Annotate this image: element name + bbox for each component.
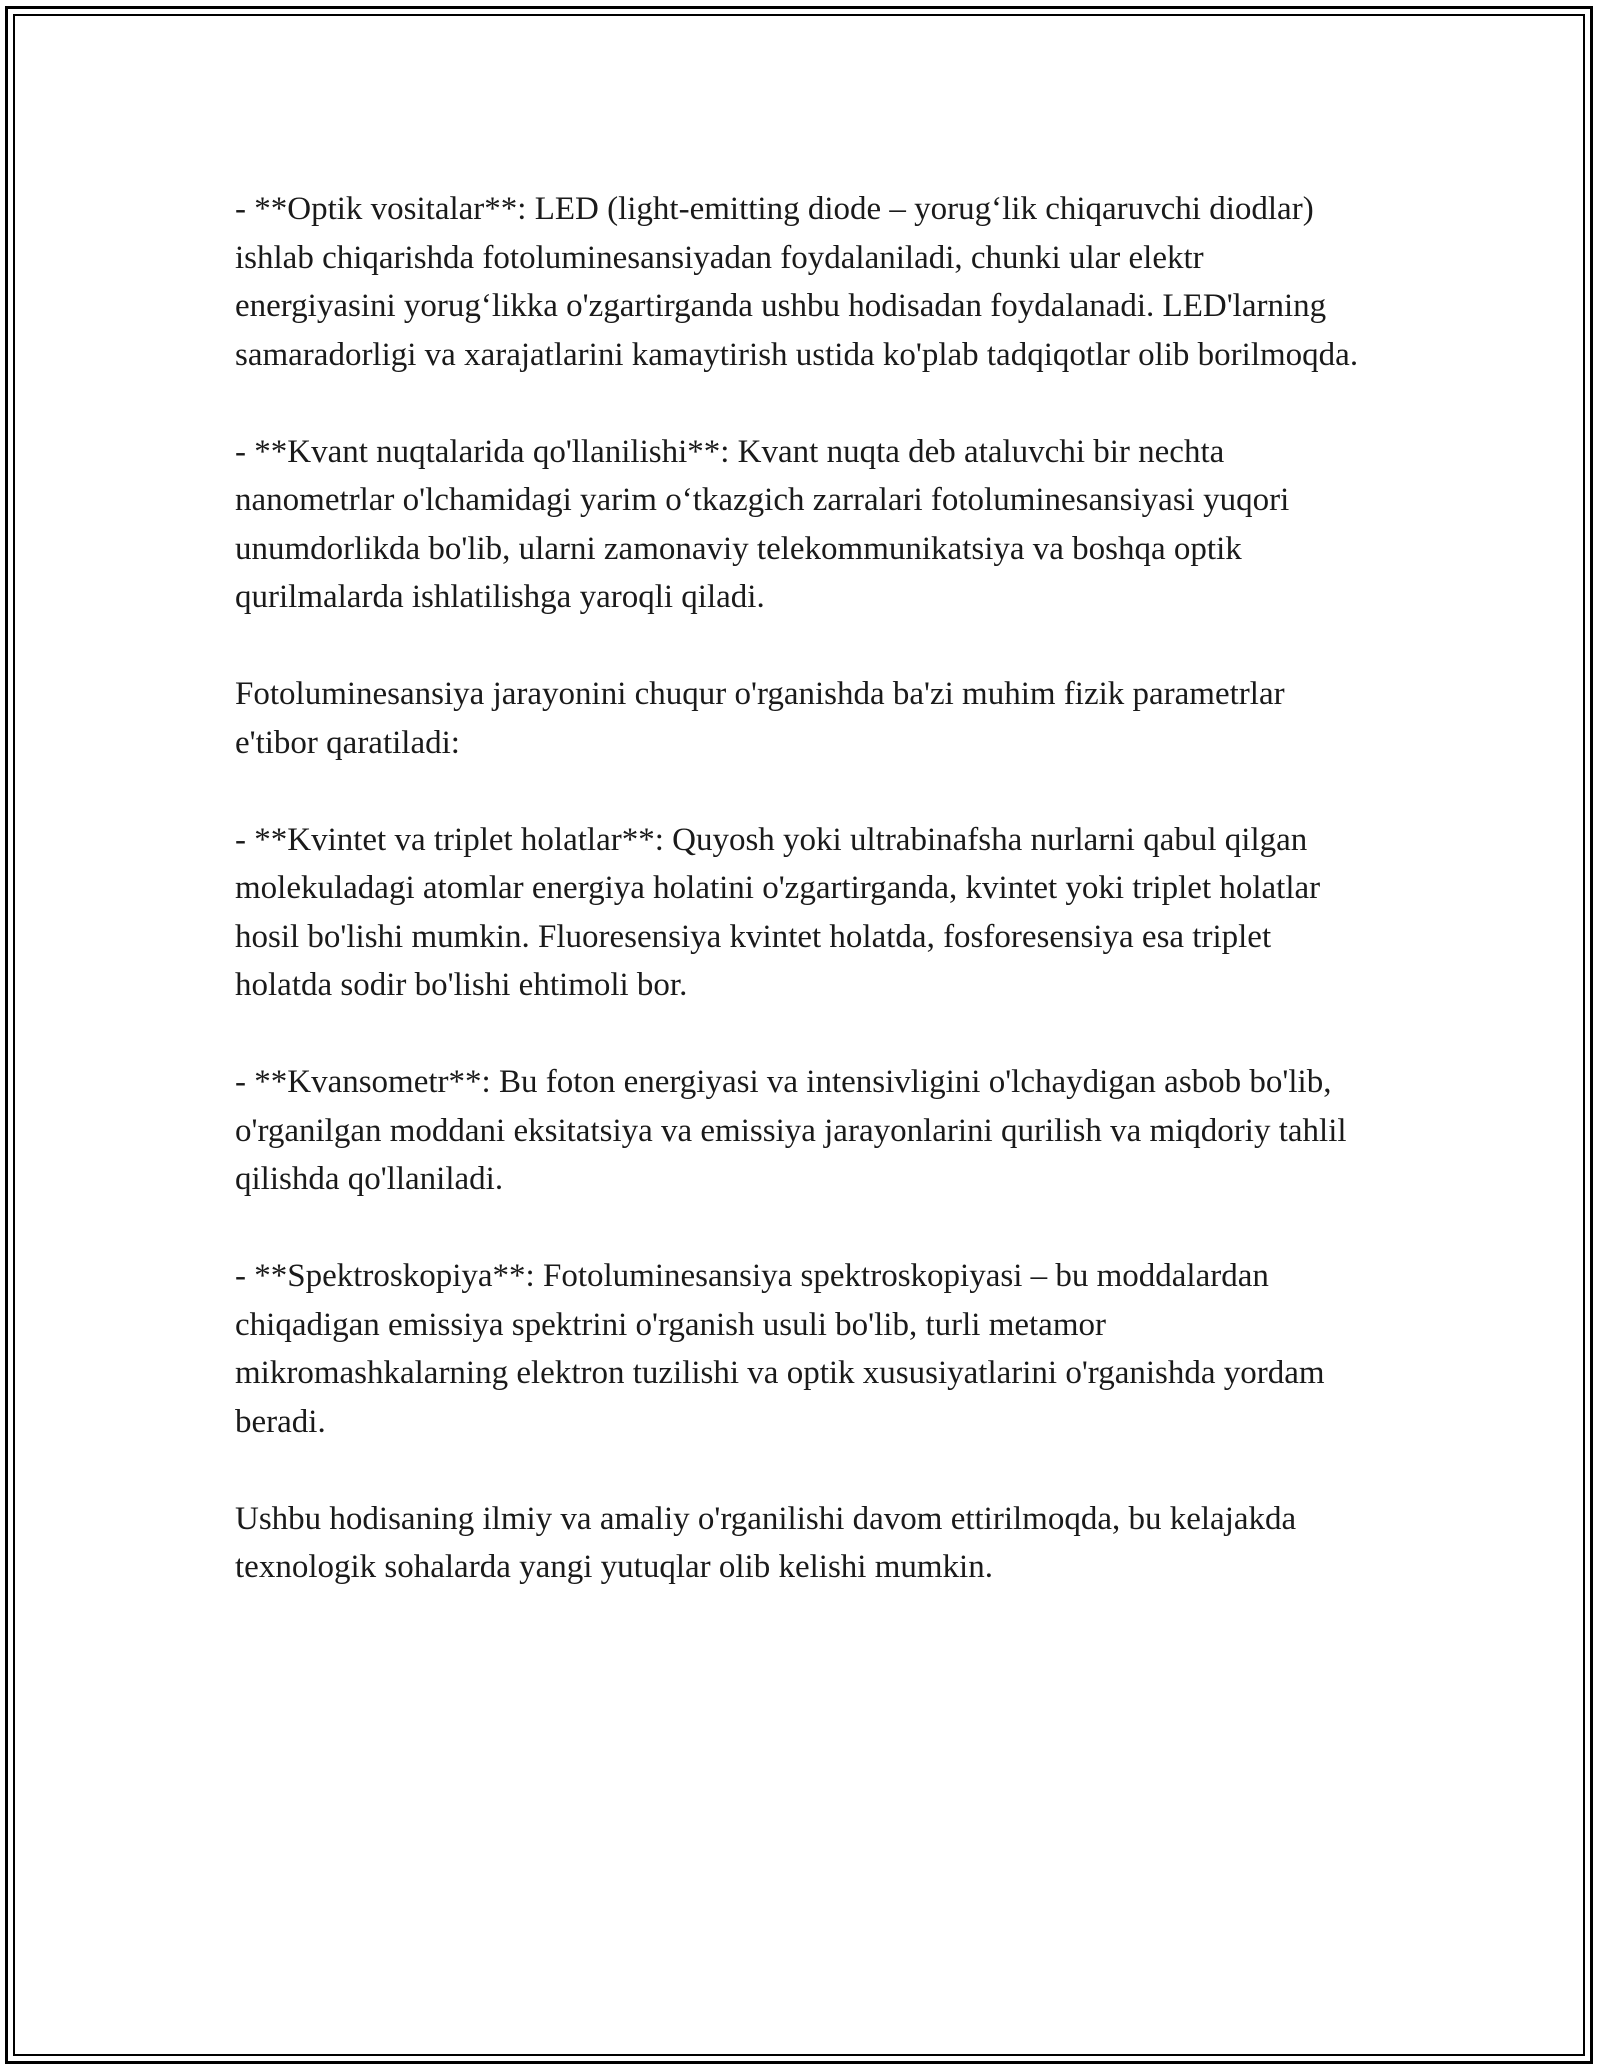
paragraph-kvant-nuqtalari: - **Kvant nuqtalarida qo'llanilishi**: Kvant nuqta deb ataluvchi bir nechta nanometrlar o'lchamidagi yarim o‘tkazgich zarralari fotoluminesansiyasi yuqori unumdorlikda bo'lib, ularni zamonaviy telekommunikatsiya va boshqa optik qurilmalarda ishlatilishga yaroqli qiladi.	[235, 433, 1290, 615]
paragraph-optik-vositalar: - **Optik vositalar**: LED (light-emitting diode – yorug‘lik chiqaruvchi diodlar) ishlab chiqarishda fotoluminesansiyadan foydalaniladi, chunki ular elektr energiyasini yorug‘likka o'zgartirganda ushbu hodisadan foydalanadi. LED'larning samaradorligi va xarajatlarini kamaytirish ustida ko'plab tadqiqotlar olib borilmoqda.	[235, 191, 1359, 373]
paragraph-spektroskopiya: - **Spektroskopiya**: Fotoluminesansiya spektroskopiyasi – bu moddalardan chiqadigan emissiya spektrini o'rganish usuli bo'lib, turli metamor mikromashkalarning elektron tuzilishi va optik xususiyatlarini o'rganishda yordam beradi.	[235, 1258, 1325, 1440]
paragraph-conclusion: Ushbu hodisaning ilmiy va amaliy o'rganilishi davom ettirilmoqda, bu kelajakda texnologik sohalarda yangi yutuqlar olib kelishi mumkin.	[235, 1500, 1297, 1585]
paragraph-kvintet-triplet: - **Kvintet va triplet holatlar**: Quyosh yoki ultrabinafsha nurlarni qabul qilgan molekuladagi atomlar energiya holatini o'zgartirganda, kvintet yoki triplet holatlar hosil bo'lishi mumkin. Fluoresensiya kvintet holatda, fosforesensiya esa triplet holatda sodir bo'lishi ehtimoli bor.	[235, 821, 1321, 1003]
paragraph-fizik-parametrlar: Fotoluminesansiya jarayonini chuqur o'rganishda ba'zi muhim fizik parametrlar e'tibor qaratiladi:	[235, 676, 1285, 761]
document-body	[235, 185, 1370, 1592]
paragraph-kvansometr: - **Kvansometr**: Bu foton energiyasi va intensivligini o'lchaydigan asbob bo'lib, o'rganilgan moddani eksitatsiya va emissiya jarayonlarini qurilish va miqdoriy tahlil qilishda qo'llaniladi.	[235, 1064, 1347, 1197]
